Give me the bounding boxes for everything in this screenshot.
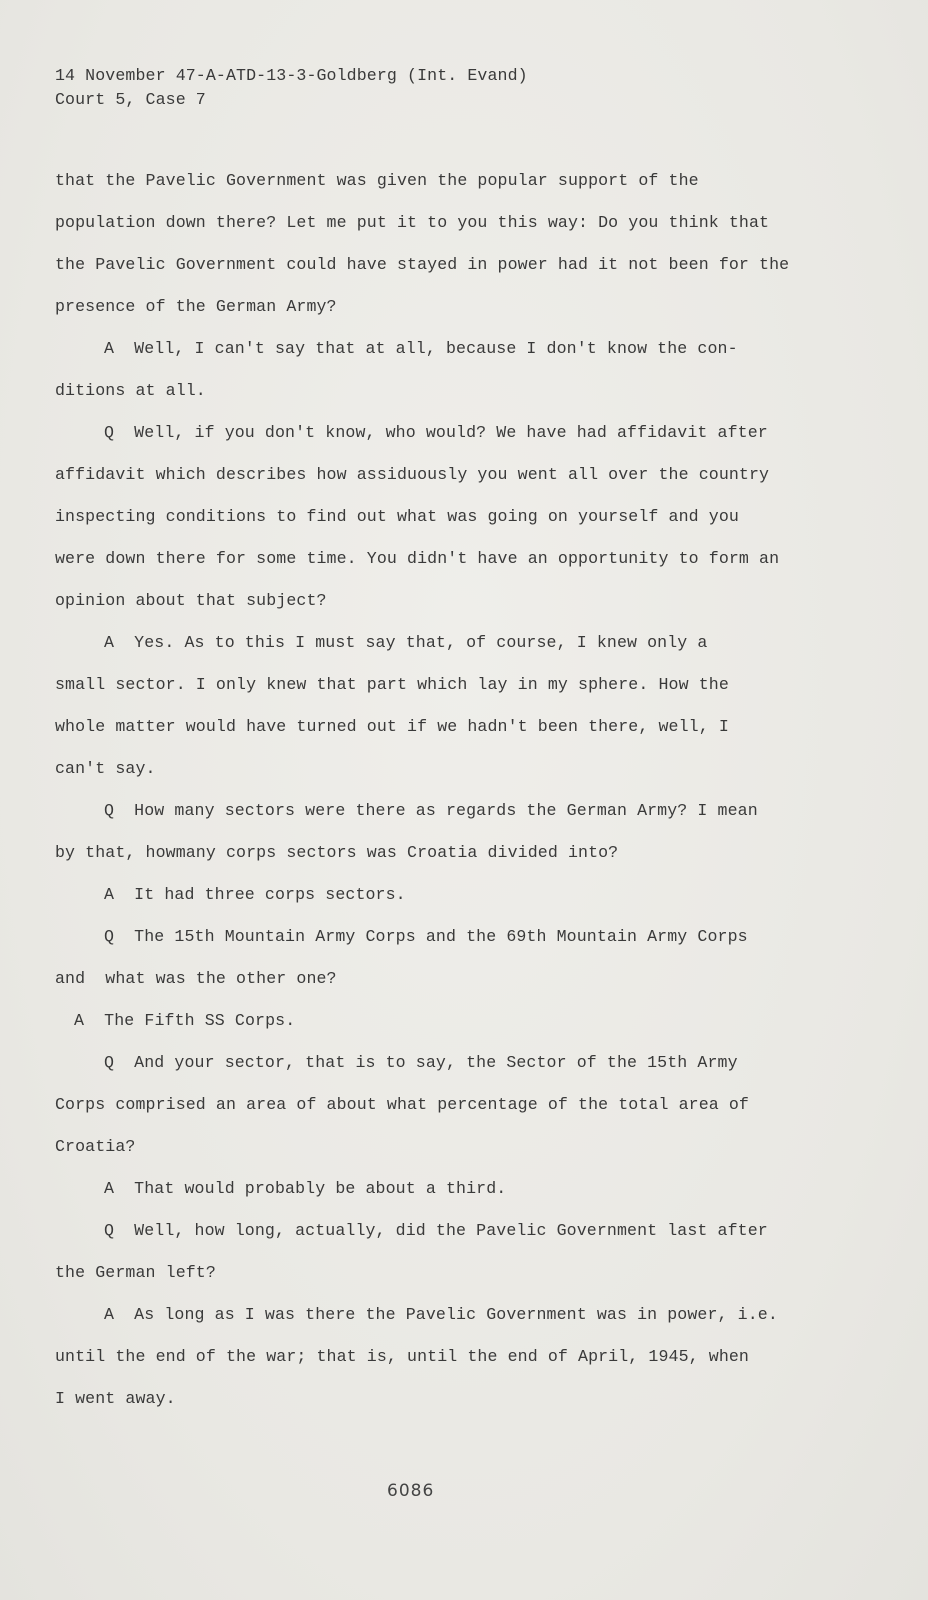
body-line: ditions at all.: [55, 381, 206, 400]
body-line: Q How many sectors were there as regards the German Army? I mean: [104, 801, 758, 820]
body-line: the German left?: [55, 1263, 216, 1282]
body-line: Q The 15th Mountain Army Corps and the 69th Mountain Army Corps: [104, 927, 748, 946]
body-line: population down there? Let me put it to you this way: Do you think that: [55, 213, 770, 232]
body-line: Q Well, how long, actually, did the Pavelic Government last after: [104, 1221, 768, 1240]
body-line: that the Pavelic Government was given the popular support of the: [55, 171, 699, 190]
body-line: I went away.: [55, 1389, 176, 1408]
body-line: A Yes. As to this I must say that, of course, I knew only a: [104, 633, 708, 652]
body-line: and what was the other one?: [55, 969, 337, 988]
body-line: can't say.: [55, 759, 156, 778]
body-line: inspecting conditions to find out what was going on yourself and you: [55, 507, 739, 526]
body-line: A Well, I can't say that at all, because I don't know the con-: [104, 339, 738, 358]
body-line: Corps comprised an area of about what percentage of the total area of: [55, 1095, 749, 1114]
body-line: Q And your sector, that is to say, the Sector of the 15th Army: [104, 1053, 738, 1072]
page-number: 6086: [387, 1481, 435, 1501]
body-line: A It had three corps sectors.: [104, 885, 406, 904]
body-line: A As long as I was there the Pavelic Government was in power, i.e.: [104, 1305, 778, 1324]
body-line: by that, howmany corps sectors was Croatia divided into?: [55, 843, 619, 862]
body-line: were down there for some time. You didn't have an opportunity to form an: [55, 549, 780, 568]
body-line: the Pavelic Government could have stayed in power had it not been for the: [55, 255, 790, 274]
body-line: presence of the German Army?: [55, 297, 337, 316]
header-line-1: 14 November 47-A-ATD-13-3-Goldberg (Int. Evand): [55, 66, 528, 85]
body-line: A That would probably be about a third.: [104, 1179, 507, 1198]
body-line: small sector. I only knew that part which lay in my sphere. How the: [55, 675, 729, 694]
body-line: A The Fifth SS Corps.: [74, 1011, 296, 1030]
body-line: Q Well, if you don't know, who would? We have had affidavit after: [104, 423, 768, 442]
body-line: whole matter would have turned out if we hadn't been there, well, I: [55, 717, 729, 736]
body-line: opinion about that subject?: [55, 591, 327, 610]
body-line: affidavit which describes how assiduously you went all over the country: [55, 465, 770, 484]
header-line-2: Court 5, Case 7: [55, 90, 206, 109]
body-line: until the end of the war; that is, until the end of April, 1945, when: [55, 1347, 749, 1366]
body-line: Croatia?: [55, 1137, 136, 1156]
